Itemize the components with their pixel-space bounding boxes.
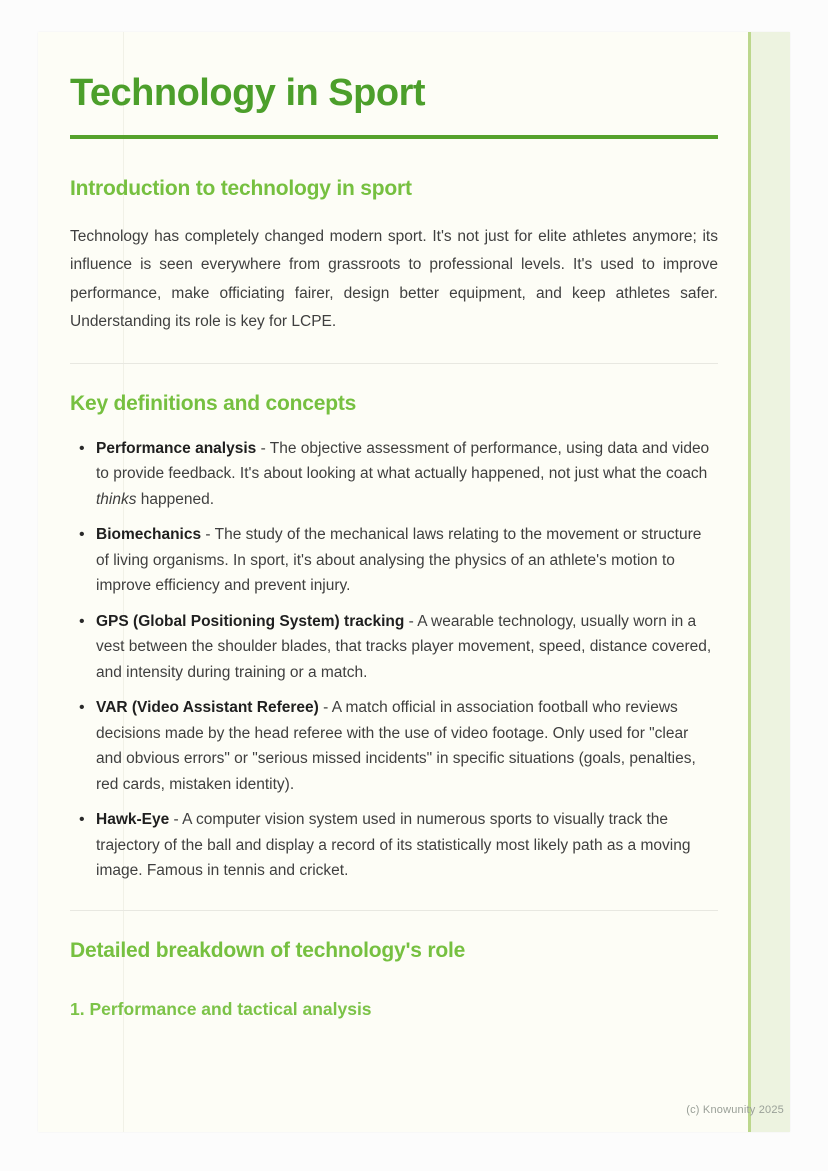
- definitions-list: [70, 436, 718, 884]
- section-heading-definitions: Key definitions and concepts: [70, 391, 357, 415]
- definition-description: - A computer vision system used in numerous sports to visually track the trajectory of the ball and display a record of its statistically most likely path as a moving image. Famous in tennis and cricket.: [96, 811, 691, 880]
- definition-description: - The study of the mechanical laws relating to the movement or structure of living organisms. In sport, it's about analysing the physics of an athlete's motion to improve efficiency and prevent injury.: [96, 526, 702, 595]
- definition-item-var: [96, 695, 718, 797]
- document-page: [38, 32, 790, 1132]
- document-content: [70, 32, 718, 1020]
- definition-term: Hawk-Eye: [96, 811, 170, 829]
- definition-term: VAR (Video Assistant Referee): [96, 699, 319, 717]
- definition-item-performance-analysis: [96, 436, 718, 513]
- definition-term: Biomechanics: [96, 526, 202, 544]
- definition-italic-word: thinks: [96, 490, 137, 508]
- page-edge-strip: [748, 32, 790, 1132]
- introduction-paragraph: Technology has completely changed modern sport. It's not just for elite athletes anymore; its influence is seen everywhere from grassroots to professional levels. It's used to improve performance, make officiating fairer, design better equipment, and keep athletes safer. Understanding its role is key for LCPE.: [70, 227, 718, 331]
- definition-description: - A match official in association football who reviews decisions made by the head referee with the use of video footage. Only used for "clear and obvious errors" or "serious missed incidents" in specific situations (goals, penalties, red cards, mistaken identity).: [96, 699, 696, 793]
- definition-item-gps-tracking: [96, 609, 718, 686]
- section-heading-breakdown: Detailed breakdown of technology's role: [70, 938, 466, 962]
- copyright-watermark: (c) Knowunity 2025: [686, 1104, 784, 1116]
- definition-description: - The objective assessment of performance, using data and video to provide feedback. It's about looking at what actually happened, not just what the coach: [96, 439, 710, 483]
- definition-term: Performance analysis: [96, 439, 257, 457]
- definition-description: - A wearable technology, usually worn in a vest between the shoulder blades, that tracks player movement, speed, distance covered, and intensity during training or a match.: [96, 612, 712, 681]
- definition-item-biomechanics: [96, 522, 718, 599]
- definition-term: GPS (Global Positioning System) tracking: [96, 612, 405, 630]
- definition-description: happened.: [136, 490, 215, 508]
- definition-item-hawk-eye: [96, 807, 718, 884]
- subsection-heading-performance-tactical: 1. Performance and tactical analysis: [70, 998, 372, 1019]
- title-underline: [70, 135, 718, 139]
- section-divider: [70, 363, 718, 364]
- section-heading-introduction: Introduction to technology in sport: [70, 176, 412, 200]
- page-title: Technology in Sport: [70, 72, 426, 114]
- section-divider: [70, 910, 718, 911]
